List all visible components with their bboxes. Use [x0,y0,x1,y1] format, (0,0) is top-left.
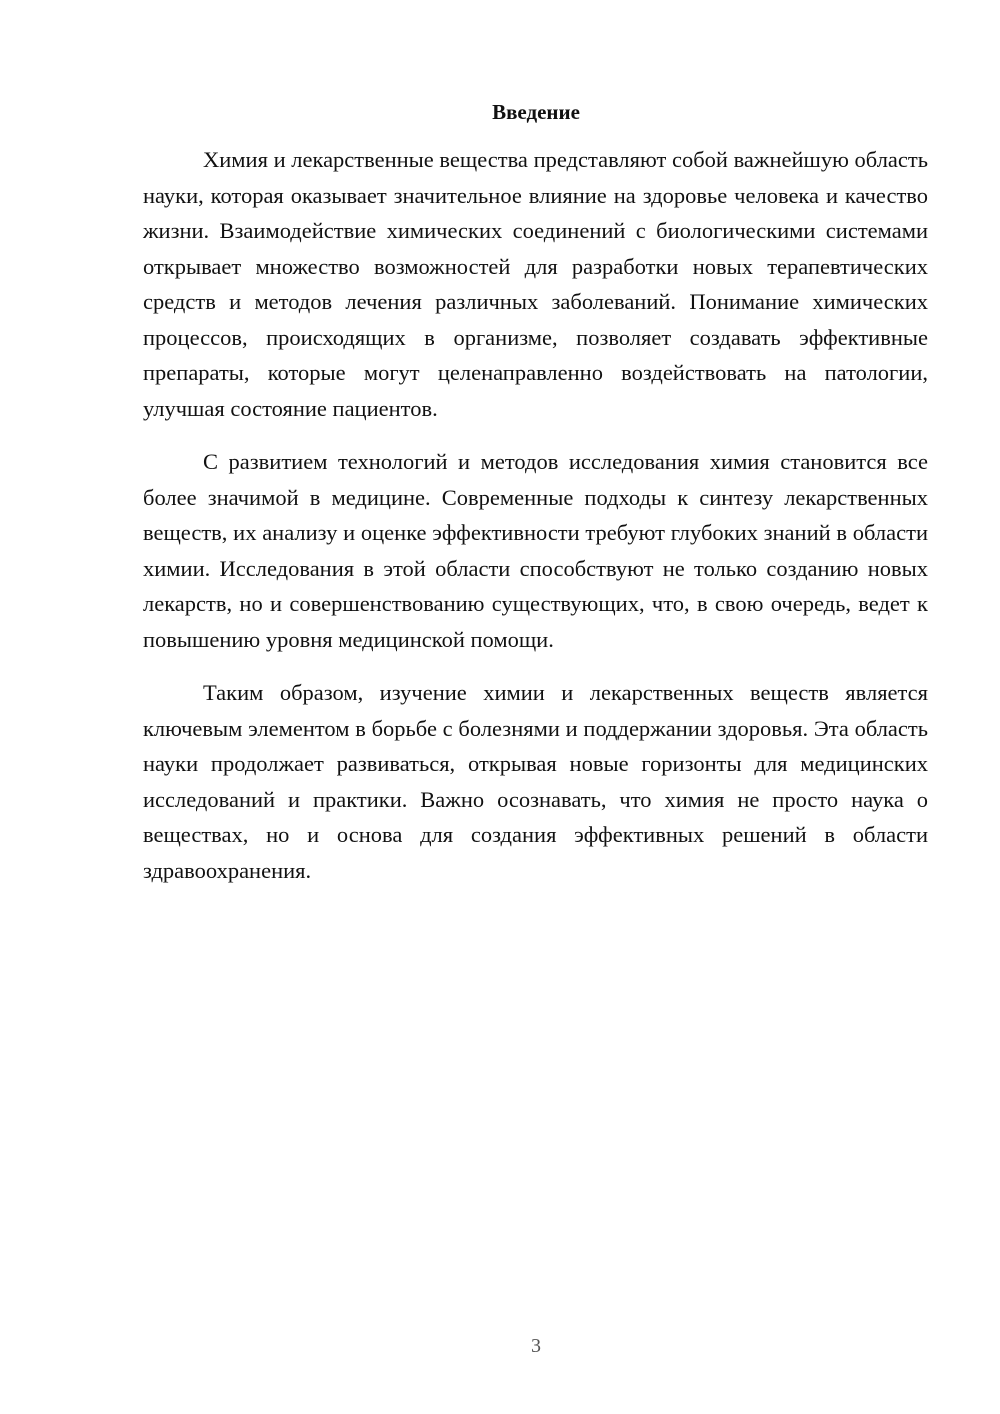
body-text [143,142,928,906]
paragraph: С развитием технологий и методов исследования химия становится все более значимой в медицине. Современные подходы к синтезу лекарственных веществ, их анализу и оценке эффективности требуют глубоких знаний в области химии. Исследования в этой области способствуют не только созданию новых лекарств, но и совершенствованию существующих, что, в свою очередь, ведет к повышению уровня медицинской помощи. [143,449,928,652]
section-heading: Введение [492,100,580,124]
paragraph: Химия и лекарственные вещества представляют собой важнейшую область науки, которая оказывает значительное влияние на здоровье человека и качество жизни. Взаимодействие химических соединений с биологическими системами открывает множество возможностей для разработки новых терапевтических средств и методов лечения различных заболеваний. Понимание химических процессов, происходящих в организме, позволяет создавать эффективные препараты, которые могут целенаправленно воздействовать на патологии, улучшая состояние пациентов. [143,147,928,421]
page-number: 3 [531,1335,541,1357]
paragraph: Таким образом, изучение химии и лекарственных веществ является ключевым элементом в борьбе с болезнями и поддержании здоровья. Эта область науки продолжает развиваться, открывая новые горизонты для медицинских исследований и практики. Важно осознавать, что химия не просто наука о веществах, но и основа для создания эффективных решений в области здравоохранения. [143,680,928,883]
